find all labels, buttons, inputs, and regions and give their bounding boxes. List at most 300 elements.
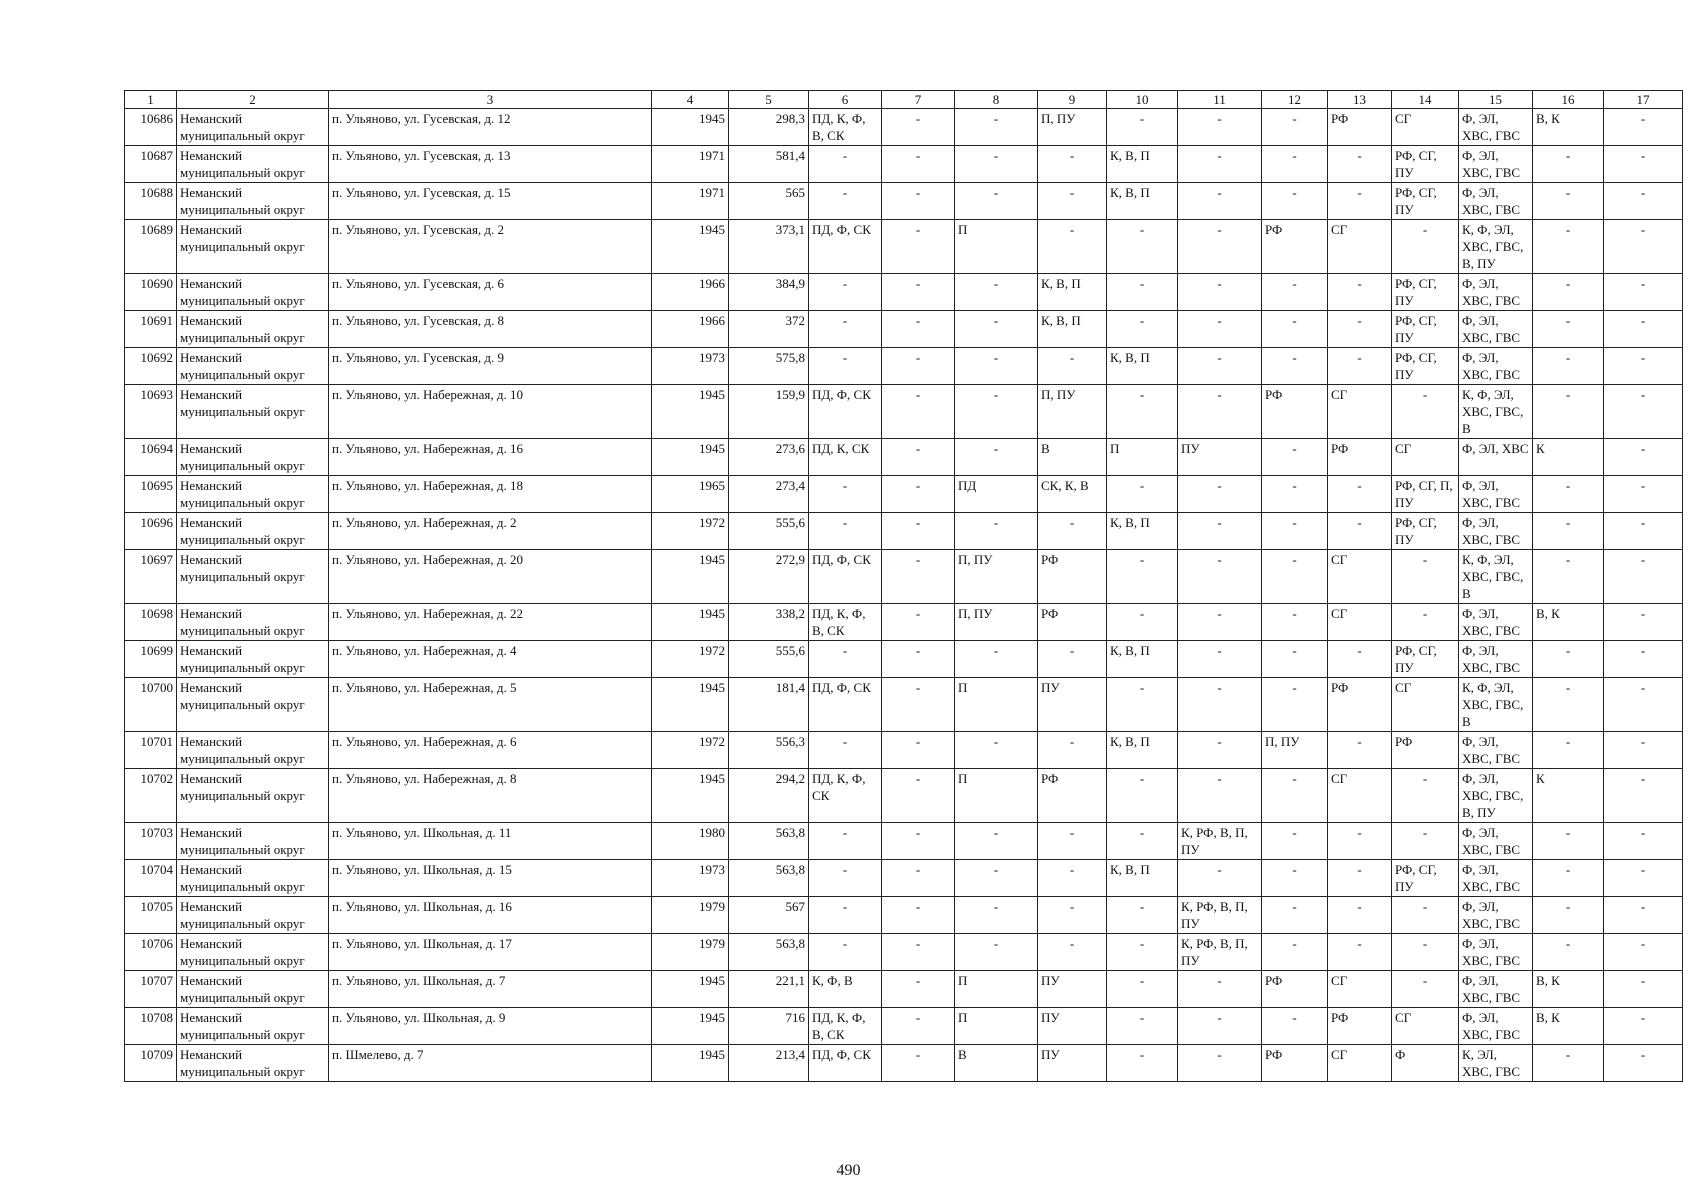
cell-col-6: ПД, К, Ф, В, СК: [809, 604, 882, 641]
cell-col-14: РФ, СГ, ПУ: [1392, 641, 1459, 678]
table-row: [125, 513, 1683, 550]
cell-col-16: -: [1533, 311, 1604, 348]
cell-col-13: РФ: [1328, 1008, 1392, 1045]
cell-col-16: -: [1533, 274, 1604, 311]
cell-col-10: П: [1107, 439, 1178, 476]
cell-col-13: СГ: [1328, 1045, 1392, 1082]
cell-col-16: К: [1533, 439, 1604, 476]
cell-col-13: СГ: [1328, 769, 1392, 823]
cell-col-8: П: [955, 220, 1038, 274]
cell-col-9: -: [1038, 513, 1107, 550]
cell-col-9: -: [1038, 860, 1107, 897]
cell-col-17: -: [1604, 146, 1683, 183]
cell-col-11: -: [1178, 678, 1262, 732]
cell-col-1: 10689: [125, 220, 177, 274]
cell-col-2: Неманский муниципальный округ: [177, 385, 329, 439]
cell-col-11: -: [1178, 513, 1262, 550]
cell-col-15: Ф, ЭЛ, ХВС, ГВС: [1459, 513, 1533, 550]
cell-col-2: Неманский муниципальный округ: [177, 897, 329, 934]
table-row: [125, 348, 1683, 385]
cell-col-6: ПД, К, Ф, СК: [809, 769, 882, 823]
cell-col-12: -: [1262, 823, 1328, 860]
cell-col-2: Неманский муниципальный округ: [177, 476, 329, 513]
cell-col-15: Ф, ЭЛ, ХВС, ГВС: [1459, 146, 1533, 183]
cell-col-4: 1966: [652, 274, 729, 311]
cell-col-8: -: [955, 439, 1038, 476]
cell-col-15: Ф, ЭЛ, ХВС, ГВС: [1459, 971, 1533, 1008]
cell-col-17: -: [1604, 1045, 1683, 1082]
cell-col-5: 221,1: [729, 971, 809, 1008]
cell-col-6: -: [809, 513, 882, 550]
table-row: [125, 439, 1683, 476]
cell-col-16: -: [1533, 1045, 1604, 1082]
table-row: [125, 604, 1683, 641]
column-header-17: 17: [1604, 91, 1683, 109]
cell-col-3: п. Ульяново, ул. Школьная, д. 11: [329, 823, 652, 860]
cell-col-17: -: [1604, 513, 1683, 550]
cell-col-14: РФ, СГ, ПУ: [1392, 183, 1459, 220]
table-row: [125, 769, 1683, 823]
cell-col-3: п. Ульяново, ул. Гусевская, д. 6: [329, 274, 652, 311]
cell-col-1: 10700: [125, 678, 177, 732]
cell-col-4: 1945: [652, 439, 729, 476]
cell-col-3: п. Ульяново, ул. Набережная, д. 18: [329, 476, 652, 513]
column-header-10: 10: [1107, 91, 1178, 109]
cell-col-14: -: [1392, 769, 1459, 823]
cell-col-10: К, В, П: [1107, 348, 1178, 385]
cell-col-13: -: [1328, 146, 1392, 183]
column-header-16: 16: [1533, 91, 1604, 109]
table-row: [125, 274, 1683, 311]
cell-col-4: 1979: [652, 897, 729, 934]
cell-col-7: -: [882, 971, 955, 1008]
cell-col-14: СГ: [1392, 678, 1459, 732]
cell-col-7: -: [882, 146, 955, 183]
cell-col-3: п. Ульяново, ул. Школьная, д. 16: [329, 897, 652, 934]
cell-col-10: -: [1107, 274, 1178, 311]
cell-col-8: ПД: [955, 476, 1038, 513]
cell-col-15: Ф, ЭЛ, ХВС, ГВС: [1459, 641, 1533, 678]
cell-col-9: ПУ: [1038, 1045, 1107, 1082]
cell-col-15: Ф, ЭЛ, ХВС, ГВС: [1459, 109, 1533, 146]
cell-col-7: -: [882, 274, 955, 311]
cell-col-2: Неманский муниципальный округ: [177, 678, 329, 732]
cell-col-15: Ф, ЭЛ, ХВС, ГВС: [1459, 604, 1533, 641]
cell-col-1: 10699: [125, 641, 177, 678]
cell-col-9: -: [1038, 641, 1107, 678]
cell-col-7: -: [882, 641, 955, 678]
cell-col-6: -: [809, 823, 882, 860]
column-header-11: 11: [1178, 91, 1262, 109]
cell-col-16: -: [1533, 513, 1604, 550]
cell-col-7: -: [882, 513, 955, 550]
cell-col-5: 563,8: [729, 860, 809, 897]
cell-col-1: 10693: [125, 385, 177, 439]
cell-col-1: 10692: [125, 348, 177, 385]
cell-col-5: 372: [729, 311, 809, 348]
cell-col-2: Неманский муниципальный округ: [177, 934, 329, 971]
cell-col-5: 213,4: [729, 1045, 809, 1082]
cell-col-16: -: [1533, 220, 1604, 274]
cell-col-10: К, В, П: [1107, 146, 1178, 183]
column-header-3: 3: [329, 91, 652, 109]
cell-col-13: -: [1328, 513, 1392, 550]
cell-col-3: п. Ульяново, ул. Набережная, д. 8: [329, 769, 652, 823]
cell-col-13: РФ: [1328, 678, 1392, 732]
cell-col-2: Неманский муниципальный округ: [177, 732, 329, 769]
table-row: [125, 934, 1683, 971]
cell-col-1: 10686: [125, 109, 177, 146]
cell-col-17: -: [1604, 348, 1683, 385]
cell-col-16: -: [1533, 146, 1604, 183]
cell-col-4: 1945: [652, 385, 729, 439]
cell-col-1: 10705: [125, 897, 177, 934]
cell-col-13: -: [1328, 311, 1392, 348]
cell-col-10: -: [1107, 971, 1178, 1008]
cell-col-10: -: [1107, 769, 1178, 823]
cell-col-11: -: [1178, 550, 1262, 604]
cell-col-5: 373,1: [729, 220, 809, 274]
column-header-15: 15: [1459, 91, 1533, 109]
cell-col-15: Ф, ЭЛ, ХВС, ГВС: [1459, 274, 1533, 311]
cell-col-16: В, К: [1533, 1008, 1604, 1045]
cell-col-11: -: [1178, 348, 1262, 385]
cell-col-12: -: [1262, 513, 1328, 550]
cell-col-8: -: [955, 641, 1038, 678]
cell-col-3: п. Ульяново, ул. Набережная, д. 10: [329, 385, 652, 439]
column-header-12: 12: [1262, 91, 1328, 109]
cell-col-6: -: [809, 311, 882, 348]
cell-col-13: РФ: [1328, 439, 1392, 476]
cell-col-17: -: [1604, 971, 1683, 1008]
cell-col-5: 716: [729, 1008, 809, 1045]
cell-col-5: 563,8: [729, 823, 809, 860]
cell-col-5: 556,3: [729, 732, 809, 769]
cell-col-2: Неманский муниципальный округ: [177, 860, 329, 897]
cell-col-5: 563,8: [729, 934, 809, 971]
cell-col-14: -: [1392, 897, 1459, 934]
cell-col-3: п. Ульяново, ул. Школьная, д. 7: [329, 971, 652, 1008]
cell-col-11: -: [1178, 183, 1262, 220]
cell-col-11: -: [1178, 109, 1262, 146]
table-row: [125, 476, 1683, 513]
cell-col-5: 338,2: [729, 604, 809, 641]
cell-col-13: -: [1328, 274, 1392, 311]
cell-col-12: РФ: [1262, 971, 1328, 1008]
cell-col-17: -: [1604, 385, 1683, 439]
table-row: [125, 550, 1683, 604]
cell-col-1: 10695: [125, 476, 177, 513]
cell-col-1: 10697: [125, 550, 177, 604]
cell-col-7: -: [882, 1008, 955, 1045]
cell-col-8: П: [955, 1008, 1038, 1045]
cell-col-6: -: [809, 476, 882, 513]
cell-col-13: -: [1328, 476, 1392, 513]
table-row: [125, 109, 1683, 146]
cell-col-5: 273,4: [729, 476, 809, 513]
cell-col-14: РФ, СГ, ПУ: [1392, 146, 1459, 183]
cell-col-1: 10688: [125, 183, 177, 220]
cell-col-13: СГ: [1328, 385, 1392, 439]
cell-col-5: 565: [729, 183, 809, 220]
column-header-6: 6: [809, 91, 882, 109]
cell-col-2: Неманский муниципальный округ: [177, 1045, 329, 1082]
cell-col-2: Неманский муниципальный округ: [177, 109, 329, 146]
cell-col-16: -: [1533, 348, 1604, 385]
cell-col-15: Ф, ЭЛ, ХВС, ГВС: [1459, 934, 1533, 971]
cell-col-2: Неманский муниципальный округ: [177, 604, 329, 641]
cell-col-17: -: [1604, 109, 1683, 146]
cell-col-11: -: [1178, 311, 1262, 348]
cell-col-12: РФ: [1262, 385, 1328, 439]
cell-col-1: 10694: [125, 439, 177, 476]
cell-col-12: -: [1262, 678, 1328, 732]
cell-col-2: Неманский муниципальный округ: [177, 220, 329, 274]
cell-col-14: -: [1392, 971, 1459, 1008]
cell-col-7: -: [882, 823, 955, 860]
cell-col-6: -: [809, 274, 882, 311]
cell-col-15: К, Ф, ЭЛ, ХВС, ГВС, В: [1459, 385, 1533, 439]
cell-col-6: К, Ф, В: [809, 971, 882, 1008]
cell-col-6: -: [809, 934, 882, 971]
cell-col-4: 1945: [652, 971, 729, 1008]
cell-col-17: -: [1604, 641, 1683, 678]
cell-col-16: -: [1533, 934, 1604, 971]
cell-col-7: -: [882, 183, 955, 220]
cell-col-3: п. Ульяново, ул. Набережная, д. 22: [329, 604, 652, 641]
cell-col-4: 1965: [652, 476, 729, 513]
table-row: [125, 641, 1683, 678]
cell-col-4: 1971: [652, 146, 729, 183]
header-row: [125, 91, 1683, 109]
cell-col-3: п. Ульяново, ул. Гусевская, д. 2: [329, 220, 652, 274]
cell-col-1: 10691: [125, 311, 177, 348]
cell-col-13: -: [1328, 732, 1392, 769]
cell-col-13: -: [1328, 897, 1392, 934]
cell-col-14: РФ: [1392, 732, 1459, 769]
cell-col-12: -: [1262, 311, 1328, 348]
cell-col-10: -: [1107, 823, 1178, 860]
cell-col-4: 1945: [652, 550, 729, 604]
cell-col-17: -: [1604, 732, 1683, 769]
cell-col-2: Неманский муниципальный округ: [177, 146, 329, 183]
cell-col-12: -: [1262, 897, 1328, 934]
cell-col-12: -: [1262, 769, 1328, 823]
cell-col-11: ПУ: [1178, 439, 1262, 476]
cell-col-2: Неманский муниципальный округ: [177, 513, 329, 550]
cell-col-10: -: [1107, 311, 1178, 348]
cell-col-6: ПД, К, Ф, В, СК: [809, 1008, 882, 1045]
cell-col-16: -: [1533, 183, 1604, 220]
column-header-13: 13: [1328, 91, 1392, 109]
cell-col-14: СГ: [1392, 109, 1459, 146]
cell-col-4: 1945: [652, 604, 729, 641]
table-row: [125, 678, 1683, 732]
cell-col-8: -: [955, 385, 1038, 439]
cell-col-16: -: [1533, 860, 1604, 897]
cell-col-1: 10708: [125, 1008, 177, 1045]
cell-col-9: П, ПУ: [1038, 109, 1107, 146]
cell-col-10: -: [1107, 604, 1178, 641]
cell-col-6: ПД, Ф, СК: [809, 550, 882, 604]
cell-col-14: -: [1392, 550, 1459, 604]
cell-col-9: СК, К, В: [1038, 476, 1107, 513]
cell-col-15: К, Ф, ЭЛ, ХВС, ГВС, В, ПУ: [1459, 220, 1533, 274]
cell-col-10: К, В, П: [1107, 732, 1178, 769]
cell-col-3: п. Ульяново, ул. Набережная, д. 6: [329, 732, 652, 769]
cell-col-12: -: [1262, 146, 1328, 183]
cell-col-14: СГ: [1392, 1008, 1459, 1045]
cell-col-13: -: [1328, 934, 1392, 971]
cell-col-16: В, К: [1533, 971, 1604, 1008]
cell-col-11: -: [1178, 860, 1262, 897]
cell-col-13: СГ: [1328, 220, 1392, 274]
cell-col-17: -: [1604, 823, 1683, 860]
cell-col-8: -: [955, 934, 1038, 971]
cell-col-11: -: [1178, 274, 1262, 311]
cell-col-1: 10706: [125, 934, 177, 971]
cell-col-9: ПУ: [1038, 971, 1107, 1008]
cell-col-5: 567: [729, 897, 809, 934]
cell-col-12: -: [1262, 476, 1328, 513]
cell-col-6: -: [809, 897, 882, 934]
cell-col-2: Неманский муниципальный округ: [177, 311, 329, 348]
cell-col-15: Ф, ЭЛ, ХВС, ГВС: [1459, 1008, 1533, 1045]
cell-col-4: 1945: [652, 109, 729, 146]
cell-col-9: ПУ: [1038, 1008, 1107, 1045]
cell-col-17: -: [1604, 1008, 1683, 1045]
cell-col-8: -: [955, 109, 1038, 146]
cell-col-15: Ф, ЭЛ, ХВС, ГВС: [1459, 897, 1533, 934]
cell-col-5: 273,6: [729, 439, 809, 476]
cell-col-15: К, Ф, ЭЛ, ХВС, ГВС, В: [1459, 550, 1533, 604]
cell-col-12: -: [1262, 934, 1328, 971]
cell-col-15: Ф, ЭЛ, ХВС, ГВС: [1459, 348, 1533, 385]
cell-col-15: Ф, ЭЛ, ХВС, ГВС: [1459, 860, 1533, 897]
cell-col-1: 10704: [125, 860, 177, 897]
cell-col-9: -: [1038, 897, 1107, 934]
cell-col-14: СГ: [1392, 439, 1459, 476]
cell-col-9: К, В, П: [1038, 274, 1107, 311]
cell-col-10: -: [1107, 897, 1178, 934]
cell-col-13: СГ: [1328, 604, 1392, 641]
cell-col-17: -: [1604, 550, 1683, 604]
cell-col-15: Ф, ЭЛ, ХВС, ГВС, В, ПУ: [1459, 769, 1533, 823]
cell-col-17: -: [1604, 476, 1683, 513]
cell-col-2: Неманский муниципальный округ: [177, 274, 329, 311]
cell-col-10: К, В, П: [1107, 860, 1178, 897]
cell-col-15: К, Ф, ЭЛ, ХВС, ГВС, В: [1459, 678, 1533, 732]
cell-col-10: -: [1107, 550, 1178, 604]
cell-col-4: 1980: [652, 823, 729, 860]
cell-col-16: -: [1533, 678, 1604, 732]
cell-col-10: -: [1107, 220, 1178, 274]
cell-col-12: -: [1262, 550, 1328, 604]
cell-col-4: 1945: [652, 678, 729, 732]
cell-col-1: 10698: [125, 604, 177, 641]
table-row: [125, 385, 1683, 439]
cell-col-2: Неманский муниципальный округ: [177, 823, 329, 860]
cell-col-9: РФ: [1038, 550, 1107, 604]
cell-col-12: -: [1262, 641, 1328, 678]
cell-col-14: РФ, СГ, ПУ: [1392, 513, 1459, 550]
cell-col-13: СГ: [1328, 971, 1392, 1008]
cell-col-6: ПД, К, Ф, В, СК: [809, 109, 882, 146]
cell-col-2: Неманский муниципальный округ: [177, 183, 329, 220]
cell-col-2: Неманский муниципальный округ: [177, 769, 329, 823]
cell-col-17: -: [1604, 769, 1683, 823]
cell-col-17: -: [1604, 439, 1683, 476]
cell-col-8: -: [955, 183, 1038, 220]
cell-col-3: п. Ульяново, ул. Гусевская, д. 13: [329, 146, 652, 183]
cell-col-1: 10687: [125, 146, 177, 183]
cell-col-9: -: [1038, 934, 1107, 971]
column-header-4: 4: [652, 91, 729, 109]
cell-col-7: -: [882, 934, 955, 971]
column-header-7: 7: [882, 91, 955, 109]
cell-col-8: В: [955, 1045, 1038, 1082]
table-row: [125, 860, 1683, 897]
cell-col-5: 555,6: [729, 513, 809, 550]
cell-col-9: -: [1038, 732, 1107, 769]
cell-col-15: Ф, ЭЛ, ХВС: [1459, 439, 1533, 476]
cell-col-8: -: [955, 823, 1038, 860]
cell-col-3: п. Ульяново, ул. Гусевская, д. 12: [329, 109, 652, 146]
cell-col-11: К, РФ, В, П, ПУ: [1178, 823, 1262, 860]
cell-col-2: Неманский муниципальный округ: [177, 348, 329, 385]
cell-col-11: -: [1178, 220, 1262, 274]
cell-col-14: РФ, СГ, ПУ: [1392, 860, 1459, 897]
cell-col-17: -: [1604, 934, 1683, 971]
cell-col-1: 10702: [125, 769, 177, 823]
cell-col-10: -: [1107, 385, 1178, 439]
cell-col-5: 581,4: [729, 146, 809, 183]
cell-col-12: -: [1262, 604, 1328, 641]
cell-col-14: -: [1392, 220, 1459, 274]
cell-col-4: 1945: [652, 1045, 729, 1082]
cell-col-6: -: [809, 146, 882, 183]
cell-col-9: -: [1038, 183, 1107, 220]
cell-col-14: РФ, СГ, П, ПУ: [1392, 476, 1459, 513]
cell-col-13: -: [1328, 823, 1392, 860]
cell-col-15: Ф, ЭЛ, ХВС, ГВС: [1459, 183, 1533, 220]
cell-col-8: -: [955, 860, 1038, 897]
cell-col-16: -: [1533, 897, 1604, 934]
cell-col-4: 1945: [652, 220, 729, 274]
cell-col-15: Ф, ЭЛ, ХВС, ГВС: [1459, 823, 1533, 860]
cell-col-3: п. Ульяново, ул. Набережная, д. 5: [329, 678, 652, 732]
cell-col-7: -: [882, 860, 955, 897]
cell-col-6: ПД, Ф, СК: [809, 220, 882, 274]
cell-col-3: п. Ульяново, ул. Набережная, д. 4: [329, 641, 652, 678]
cell-col-3: п. Ульяново, ул. Школьная, д. 15: [329, 860, 652, 897]
cell-col-1: 10707: [125, 971, 177, 1008]
cell-col-4: 1973: [652, 860, 729, 897]
cell-col-3: п. Ульяново, ул. Гусевская, д. 9: [329, 348, 652, 385]
cell-col-11: -: [1178, 385, 1262, 439]
cell-col-16: -: [1533, 385, 1604, 439]
cell-col-11: -: [1178, 146, 1262, 183]
cell-col-3: п. Ульяново, ул. Школьная, д. 17: [329, 934, 652, 971]
cell-col-11: К, РФ, В, П, ПУ: [1178, 897, 1262, 934]
cell-col-3: п. Ульяново, ул. Школьная, д. 9: [329, 1008, 652, 1045]
cell-col-16: -: [1533, 550, 1604, 604]
cell-col-12: -: [1262, 183, 1328, 220]
cell-col-9: -: [1038, 823, 1107, 860]
cell-col-9: П, ПУ: [1038, 385, 1107, 439]
cell-col-8: -: [955, 146, 1038, 183]
cell-col-14: -: [1392, 604, 1459, 641]
